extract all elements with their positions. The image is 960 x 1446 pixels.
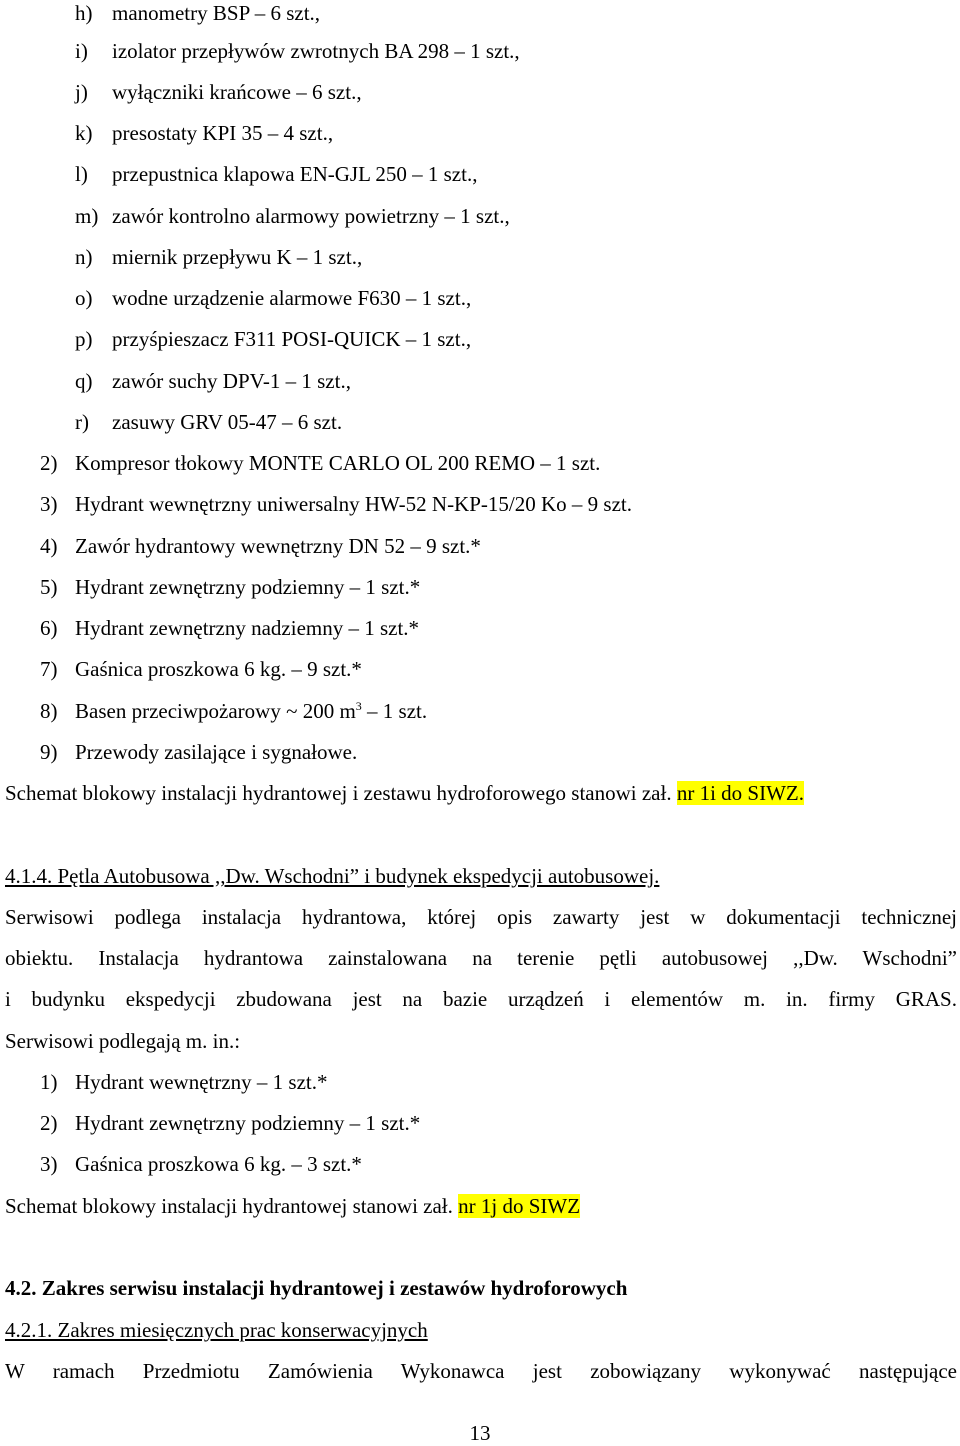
list-item — [40, 533, 481, 559]
attachment-reference: nr 1j do SIWZ — [458, 1194, 581, 1218]
item-label: k) — [75, 121, 93, 145]
paragraph-line: obiektu. Instalacja hydrantowa zainstalowana na terenie pętli autobusowej ,,Dw. Wschodni” — [5, 946, 957, 970]
item-text: Hydrant zewnętrzny nadziemny – 1 szt.* — [75, 616, 420, 640]
item-text: Basen przeciwpożarowy ~ 200 m — [75, 699, 356, 723]
section-heading: 4.2. Zakres serwisu instalacji hydrantowej i zestawów hydroforowych — [5, 1276, 628, 1300]
superscript-exponent: 3 — [355, 699, 362, 713]
item-text: wodne urządzenie alarmowe F630 – 1 szt., — [112, 286, 472, 310]
schemat-note — [5, 1193, 580, 1219]
item-text: przyśpieszacz F311 POSI-QUICK – 1 szt., — [112, 327, 472, 351]
item-label: 5) — [40, 575, 58, 599]
paragraph-line: Serwisowi podlega instalacja hydrantowa, której opis zawarty jest w dokumentacji technicznej — [5, 905, 957, 929]
list-item — [40, 1110, 420, 1136]
item-text: Zawór hydrantowy wewnętrzny DN 52 – 9 szt.* — [75, 534, 481, 558]
item-label: j) — [75, 80, 88, 104]
list-item — [75, 244, 362, 270]
item-text: Przewody zasilające i sygnałowe. — [75, 740, 358, 764]
item-label: h) — [75, 1, 93, 25]
item-text: Gaśnica proszkowa 6 kg. – 9 szt.* — [75, 657, 362, 681]
list-item — [40, 450, 600, 476]
item-label: o) — [75, 286, 93, 310]
list-item — [75, 79, 362, 105]
item-label: m) — [75, 204, 99, 228]
item-label: 6) — [40, 616, 58, 640]
list-item — [40, 491, 632, 517]
list-item — [40, 739, 357, 765]
item-label: r) — [75, 410, 89, 434]
item-text: miernik przepływu K – 1 szt., — [112, 245, 363, 269]
list-item — [75, 285, 471, 311]
attachment-reference: nr 1i do SIWZ. — [676, 781, 804, 805]
paragraph-line: i budynku ekspedycji zbudowana jest na bazie urządzeń i elementów m. in. firmy GRAS. — [5, 987, 957, 1011]
item-label: 7) — [40, 657, 58, 681]
paragraph-line: Serwisowi podlegają m. in.: — [5, 1029, 241, 1053]
list-item — [40, 698, 427, 724]
item-text: Hydrant zewnętrzny podziemny – 1 szt.* — [75, 575, 421, 599]
item-label: 2) — [40, 451, 58, 475]
item-text: Hydrant wewnętrzny uniwersalny HW-52 N-KP-15/20 Ko – 9 szt. — [75, 492, 632, 516]
list-item — [40, 615, 419, 641]
list-item — [75, 38, 520, 64]
item-label: l) — [75, 162, 88, 186]
item-text: Hydrant wewnętrzny – 1 szt.* — [75, 1070, 328, 1094]
list-item — [75, 409, 342, 435]
item-label: n) — [75, 245, 93, 269]
item-text: wyłączniki krańcowe – 6 szt., — [112, 80, 362, 104]
item-label: 9) — [40, 740, 58, 764]
schemat-text: Schemat blokowy instalacji hydrantowej i zestawu hydroforowego stanowi zał. — [5, 781, 677, 805]
list-item — [75, 326, 471, 352]
list-item — [75, 368, 351, 394]
item-text: izolator przepływów zwrotnych BA 298 – 1 szt., — [112, 39, 520, 63]
item-text: presostaty KPI 35 – 4 szt., — [112, 121, 334, 145]
list-item — [40, 1151, 362, 1177]
item-text: przepustnica klapowa EN-GJL 250 – 1 szt., — [112, 162, 478, 186]
item-label: 3) — [40, 492, 58, 516]
item-label: 8) — [40, 699, 58, 723]
item-label: p) — [75, 327, 93, 351]
item-label: 2) — [40, 1111, 58, 1135]
item-text: Hydrant zewnętrzny podziemny – 1 szt.* — [75, 1111, 421, 1135]
list-item — [75, 203, 510, 229]
item-label: 4) — [40, 534, 58, 558]
section-heading: 4.1.4. Pętla Autobusowa ,,Dw. Wschodni” i budynek ekspedycji autobusowej. — [5, 864, 660, 888]
schemat-note — [5, 780, 804, 806]
list-item — [75, 161, 477, 187]
list-item — [75, 120, 333, 146]
schemat-text: Schemat blokowy instalacji hydrantowej stanowi zał. — [5, 1194, 459, 1218]
list-item — [40, 574, 420, 600]
item-text: zasuwy GRV 05-47 – 6 szt. — [112, 410, 343, 434]
list-item — [40, 656, 362, 682]
item-label: 1) — [40, 1070, 58, 1094]
page-number: 13 — [469, 1421, 491, 1445]
item-text: Kompresor tłokowy MONTE CARLO OL 200 REMO – 1 szt. — [75, 451, 601, 475]
subsection-heading: 4.2.1. Zakres miesięcznych prac konserwacyjnych — [5, 1318, 428, 1342]
item-text: Gaśnica proszkowa 6 kg. – 3 szt.* — [75, 1152, 362, 1176]
item-text: zawór kontrolno alarmowy powietrzny – 1 szt., — [112, 204, 510, 228]
item-label: q) — [75, 369, 93, 393]
item-label: i) — [75, 39, 88, 63]
item-text: zawór suchy DPV-1 – 1 szt., — [112, 369, 351, 393]
list-item — [40, 1069, 328, 1095]
item-text-suffix: – 1 szt. — [361, 699, 428, 723]
item-label: 3) — [40, 1152, 58, 1176]
list-item — [75, 0, 320, 26]
paragraph-line: W ramach Przedmiotu Zamówienia Wykonawca jest zobowiązany wykonywać następujące — [5, 1359, 957, 1383]
item-text: manometry BSP – 6 szt., — [112, 1, 321, 25]
